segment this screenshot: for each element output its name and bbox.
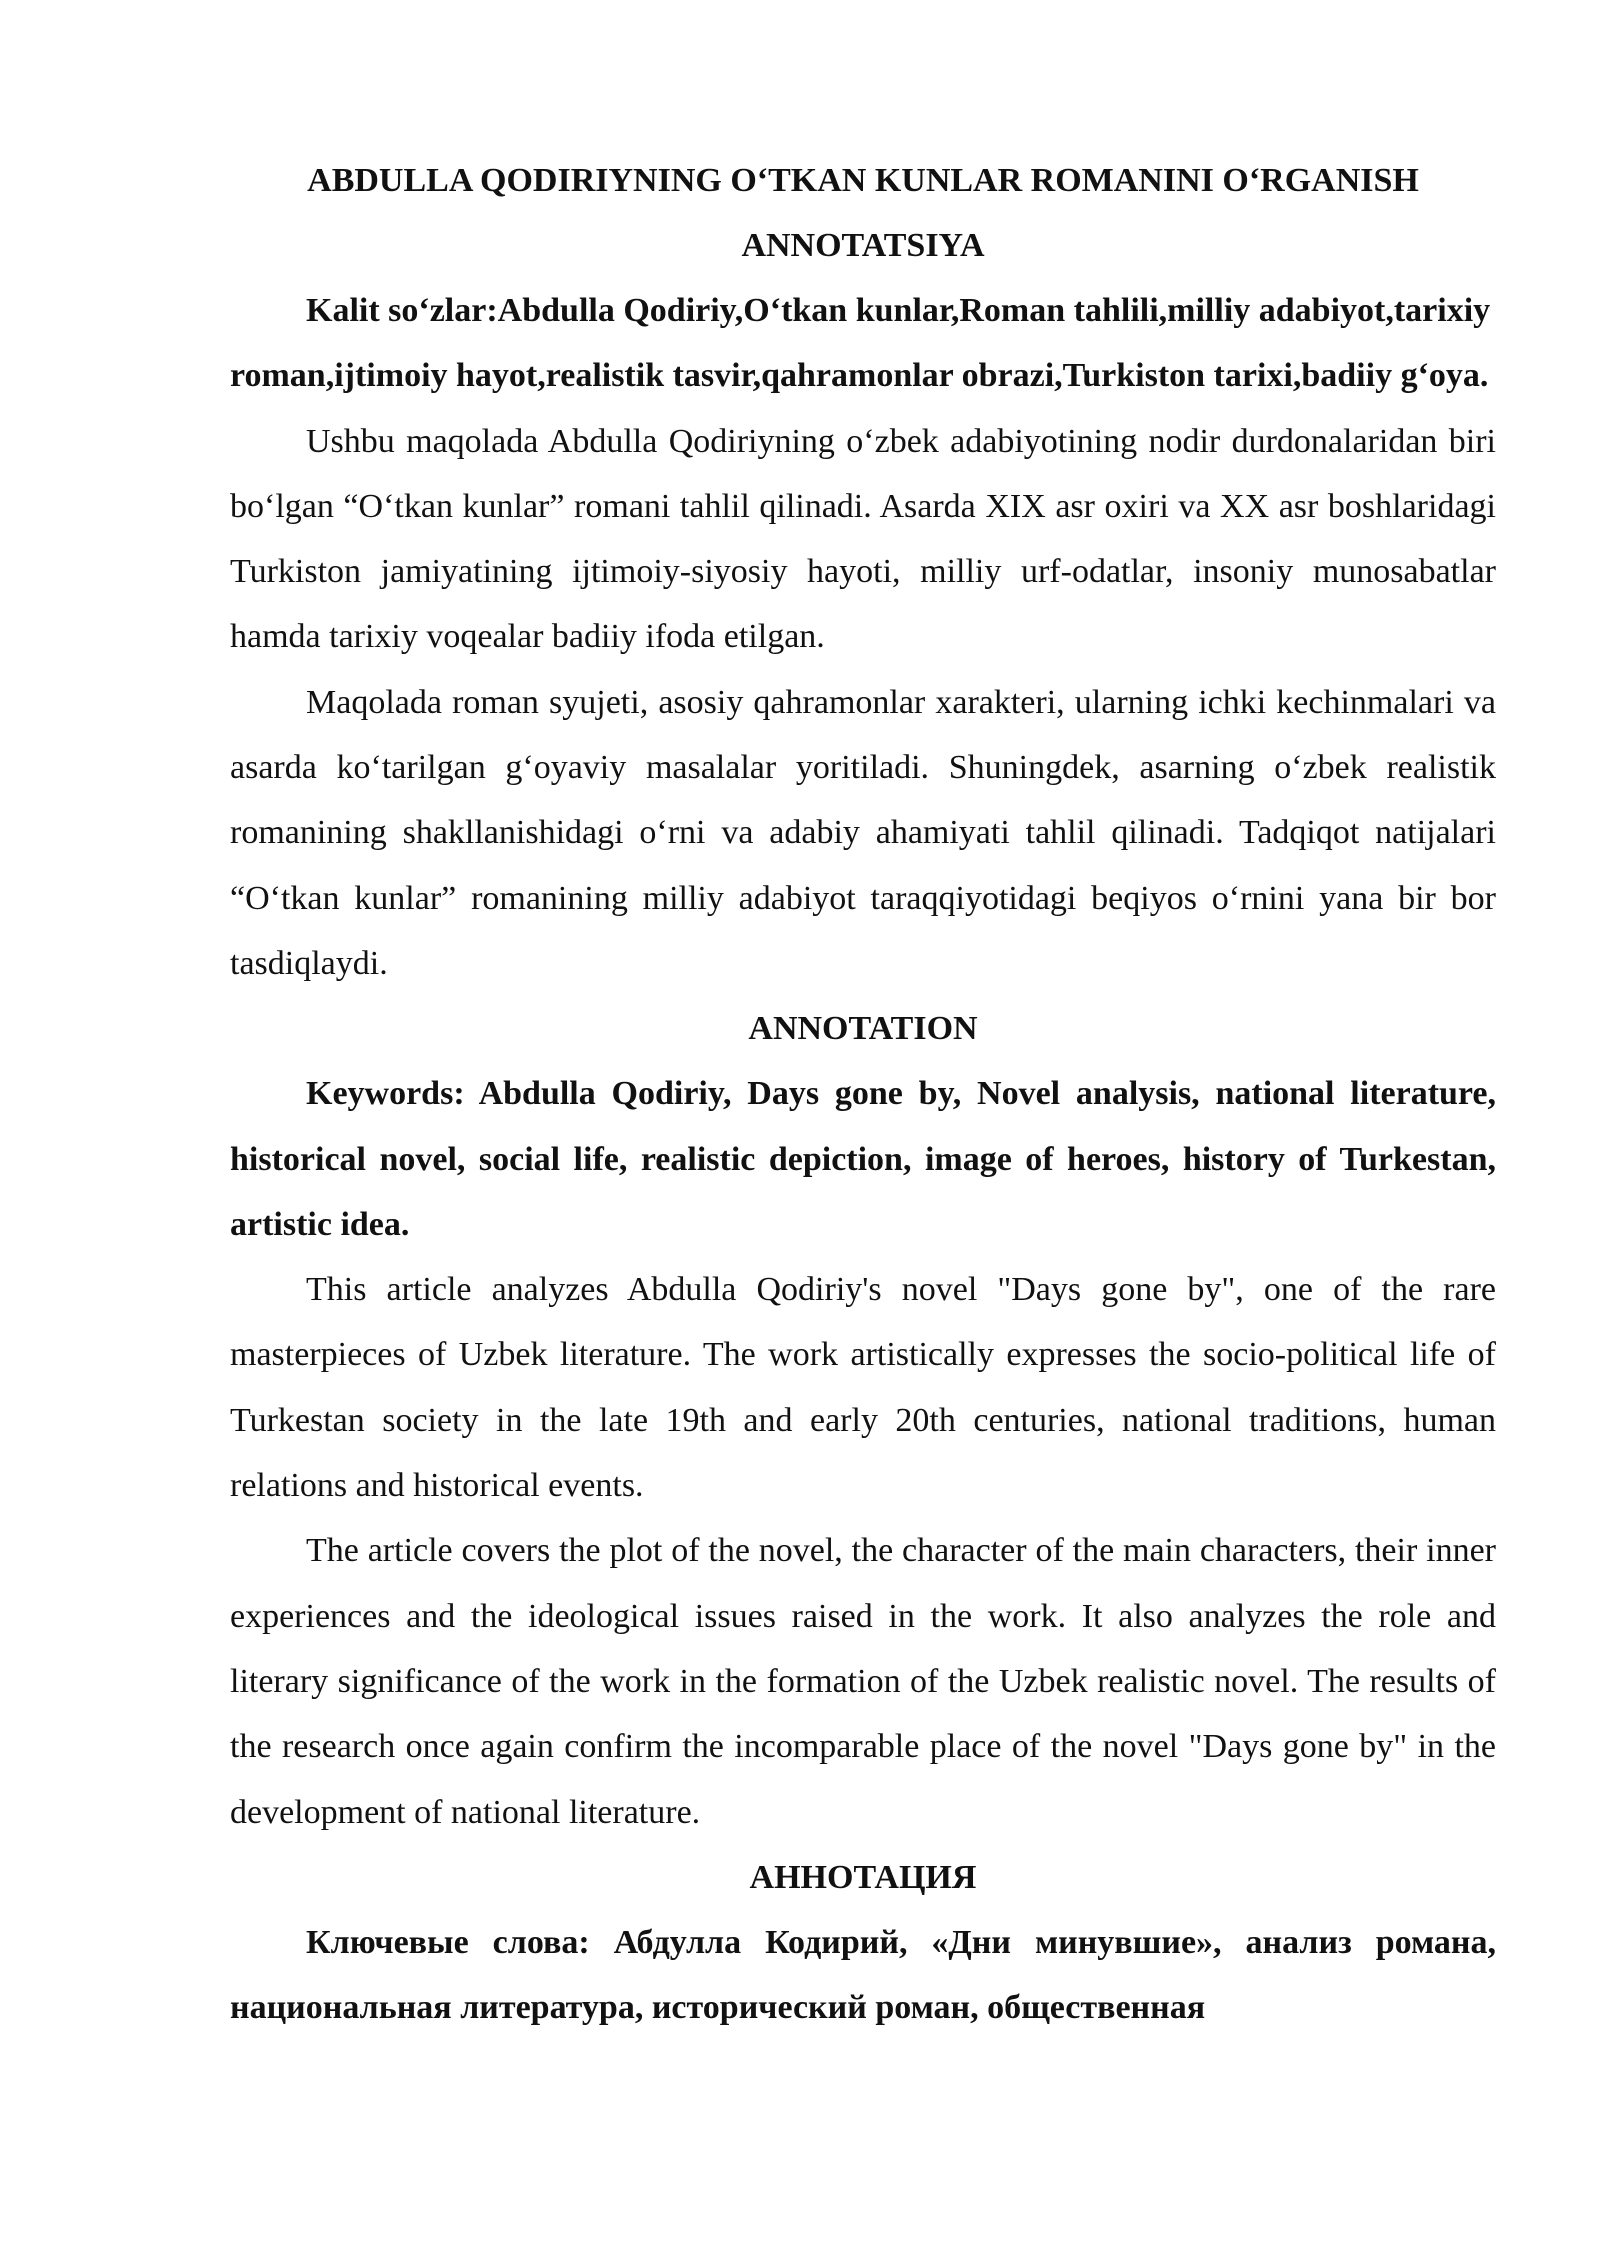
uz-paragraph-2: Maqolada roman syujeti, asosiy qahramonlar xarakteri, ularning ichki kechinmalari va asarda ko‘tarilgan g‘oyaviy masalalar yoritiladi. Shuningdek, asarning o‘zbek realistik romanining shakllanishidagi o‘rni va adabiy ahamiyati tahlil qilinadi. Tadqiqot natijalari “O‘tkan kunlar” romanining milliy adabiyot taraqqiyotidagi beqiyos o‘rnini yana bir bor tasdiqlaydi. [230,683,1496,982]
en-keywords: Keywords: Abdulla Qodiriy, Days gone by, Novel analysis, national literature, historical novel, social life, realistic depiction, image of heroes, history of Turkestan, artistic idea. [230,1075,1496,1243]
en-annotation-heading: ANNOTATION [748,1010,978,1048]
en-paragraph-2: The article covers the plot of the novel, the character of the main characters, their inner experiences and the ideological issues raised in the work. It also analyzes the role and literary significance of the work in the formation of the Uzbek realistic novel. The results of the research once again confirm the incomparable place of the novel "Days gone by" in the development of national literature. [230,1532,1496,1831]
uz-annotation-heading: ANNOTATSIYA [741,227,985,264]
uz-keywords: Kalit so‘zlar:Abdulla Qodiriy,O‘tkan kunlar,Roman tahlili,milliy adabiyot,tarixiy roman,ijtimoiy hayot,realistik tasvir,qahramonlar obrazi,Turkiston tarixi,badiiy g‘oya. [230,292,1491,395]
ru-keywords: Ключевые слова: Абдулла Кодирий, «Дни минувшие», анализ романа, национальная литература, исторический роман, общественная [230,1923,1496,2027]
en-paragraph-1: This article analyzes Abdulla Qodiriy's novel "Days gone by", one of the rare masterpieces of Uzbek literature. The work artistically expresses the socio-political life of Turkestan society in the late 19th and early 20th centuries, national traditions, human relations and historical events. [230,1271,1496,1505]
uz-paragraph-1: Ushbu maqolada Abdulla Qodiriyning o‘zbek adabiyotining nodir durdonalaridan biri bo‘lgan “O‘tkan kunlar” romani tahlil qilinadi. Asarda XIX asr oxiri va XX asr boshlaridagi Turkiston jamiyatining ijtimoiy-siyosiy hayoti, milliy urf-odatlar, insoniy munosabatlar hamda tarixiy voqealar badiiy ifoda etilgan. [230,422,1496,656]
ru-annotation-heading: АННОТАЦИЯ [749,1858,977,1896]
document-title: ABDULLA QODIRIYNING O‘TKAN KUNLAR ROMANINI O‘RGANISH [307,162,1419,199]
document-page [230,148,1496,2040]
